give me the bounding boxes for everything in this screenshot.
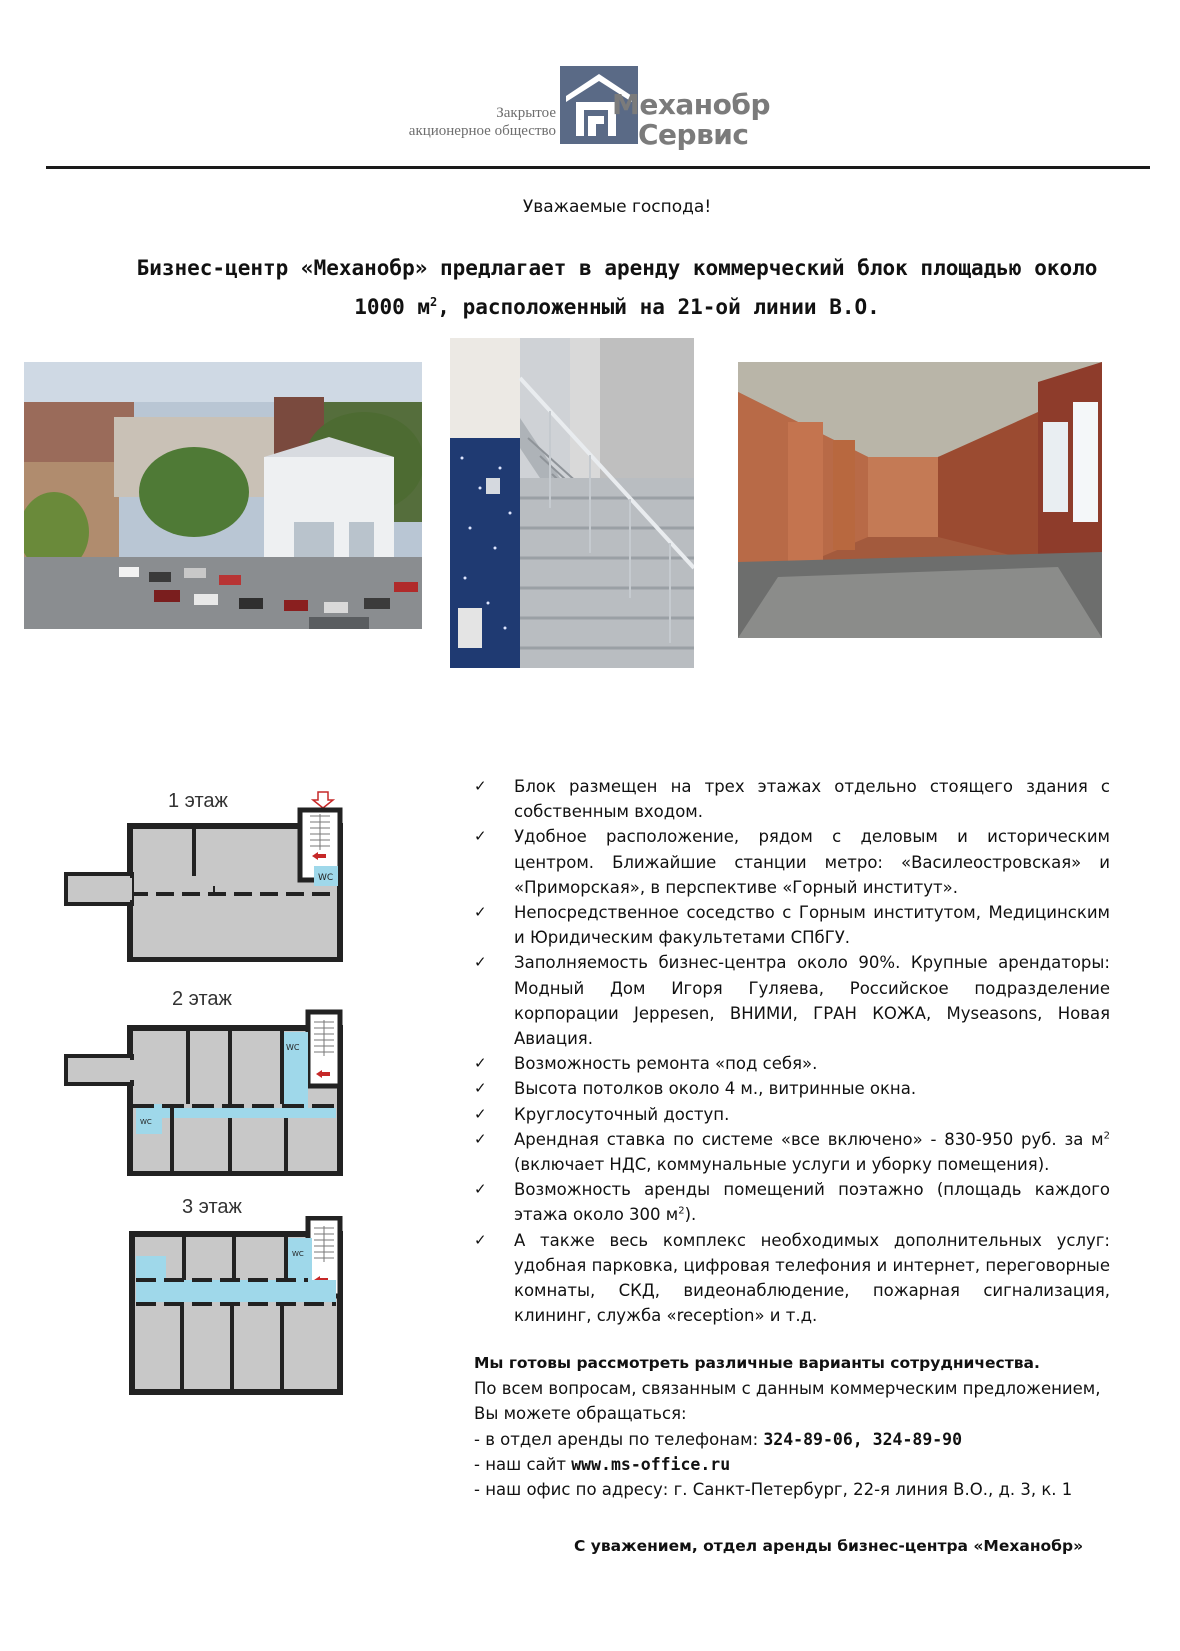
- feature-item: ✓ Удобное расположение, рядом с деловым и историческим центром. Ближайшие станции метро: «Василеостровская» и «Приморская», в перспективе «Горный институт».: [474, 824, 1110, 900]
- contacts-intro: По всем вопросам, связанным с данным коммерческим предложением, Вы можете обращаться:: [474, 1379, 1101, 1424]
- feature-item: ✓ Возможность ремонта «под себя».: [474, 1051, 1110, 1076]
- greeting: Уважаемые господа!: [522, 197, 712, 217]
- floor3-wc-label: WC: [292, 1250, 304, 1258]
- contacts-block: [474, 1351, 1114, 1502]
- photo-building-courtyard: [24, 362, 422, 629]
- feature-item: ✓ Арендная ставка по системе «все включено» - 830-950 руб. за $м^2$ (включает НДС, коммунальные услуги и уборку помещения).: [474, 1127, 1110, 1177]
- feature-item: ✓ Возможность аренды помещений поэтажно (площадь каждого этажа около 300 $м^2$).: [474, 1177, 1110, 1227]
- checkmark-icon: ✓: [474, 777, 487, 795]
- contact-site-line: - наш сайт www.ms-office.ru: [474, 1454, 731, 1474]
- floor2-wc2-label: WC: [140, 1118, 152, 1126]
- company-type: [396, 104, 556, 140]
- floor2-label: 2 этаж: [172, 988, 232, 1010]
- floor1-label: 1 этаж: [168, 790, 228, 812]
- checkmark-icon: ✓: [474, 1054, 487, 1073]
- feature-item: ✓ Круглосуточный доступ.: [474, 1102, 1110, 1127]
- signature: С уважением, отдел аренды бизнес-центра «Механобр»: [574, 1537, 1084, 1555]
- feature-item: ✓ А также весь комплекс необходимых дополнительных услуг: удобная парковка, цифровая телефония и интернет, переговорные комнаты, СКД, видеонаблюдение, пожарная сигнализация, клининг, служба «reception» и т.д.: [474, 1228, 1110, 1329]
- checkmark-icon: ✓: [474, 1129, 487, 1148]
- photo-interior-brick-hall: [738, 362, 1102, 638]
- cooperation-note: Мы готовы рассмотреть различные варианты сотрудничества.: [474, 1354, 1040, 1372]
- office-address: г. Санкт-Петербург, 22-я линия В.О., д. 3, к. 1: [673, 1480, 1073, 1500]
- website-link[interactable]: www.ms-office.ru: [571, 1454, 731, 1474]
- features-list: [474, 774, 1110, 1328]
- offer-headline: [92, 251, 1142, 324]
- contact-phone-line: - в отдел аренды по телефонам: 324-89-06, 324-89-90: [474, 1429, 963, 1449]
- checkmark-icon: ✓: [474, 1180, 487, 1199]
- rental-phones[interactable]: 324-89-06, 324-89-90: [763, 1429, 963, 1449]
- header-divider: [46, 166, 1150, 169]
- floor2-wc-label: WC: [286, 1043, 300, 1052]
- checkmark-icon: ✓: [474, 953, 487, 972]
- company-type-line1: Закрытое: [496, 105, 556, 121]
- company-type-line2: акционерное общество: [408, 123, 556, 139]
- headline-location: , расположенный на 21-ой линии В.О.: [437, 295, 880, 319]
- feature-item: ✓ Заполняемость бизнес-центра около 90%. Крупные арендаторы: Модный Дом Игоря Гуляева, Российское подразделение корпорации Jeppesen, ВНИМИ, ГРАН КОЖА, Myseasons, Новая Авиация.: [474, 950, 1110, 1051]
- checkmark-icon: ✓: [474, 1079, 487, 1098]
- brand-name: [612, 90, 770, 150]
- checkmark-icon: ✓: [474, 827, 487, 846]
- feature-item: ✓ Непосредственное соседство с Горным институтом, Медицинским и Юридическим факультетами СПбГУ.: [474, 900, 1110, 950]
- feature-item: ✓ Высота потолков около 4 м., витринные окна.: [474, 1076, 1110, 1101]
- floor-plan-1: [64, 786, 354, 962]
- headline-line1: Бизнес-центр «Механобр» предлагает в аренду коммерческий блок площадью около: [136, 256, 1098, 280]
- checkmark-icon: ✓: [474, 1230, 487, 1249]
- headline-area: 1000 м: [354, 295, 431, 319]
- floor-plan-3: [128, 1216, 354, 1396]
- photo-staircase: [450, 338, 694, 668]
- brand-name-line1: Механобр: [612, 88, 770, 121]
- floor1-wc-label: WC: [318, 873, 334, 883]
- floor3-label: 3 этаж: [182, 1196, 242, 1218]
- headline-sup: 2: [430, 295, 438, 309]
- headline-line2: [92, 285, 1142, 324]
- floor-plan-2: [64, 1008, 354, 1176]
- checkmark-icon: ✓: [474, 1104, 487, 1123]
- contact-address-line: - наш офис по адресу: г. Санкт-Петербург, 22-я линия В.О., д. 3, к. 1: [474, 1480, 1073, 1500]
- feature-item: ✓ Блок размещен на трех этажах отдельно стоящего здания с собственным входом.: [474, 774, 1110, 824]
- checkmark-icon: ✓: [474, 903, 487, 922]
- brand-name-line2: Сервис: [638, 118, 749, 151]
